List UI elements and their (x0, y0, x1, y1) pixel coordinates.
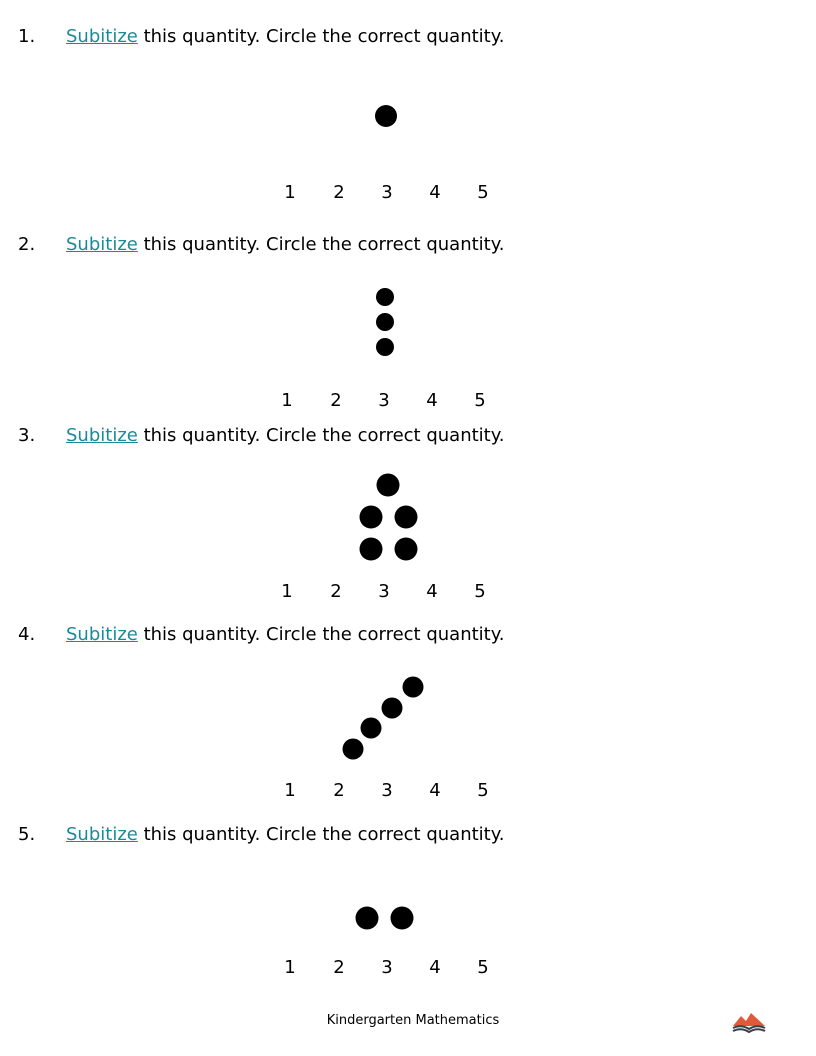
answer-choice-1[interactable]: 1 (284, 182, 296, 203)
dot-group-4 (0, 624, 816, 824)
question-number: 4. (18, 624, 36, 645)
answer-choice-3[interactable]: 3 (378, 581, 390, 602)
dot (356, 907, 379, 930)
subitize-link[interactable]: Subitize (66, 824, 138, 845)
book-mountain-logo-icon (731, 1008, 767, 1036)
answer-choice-5[interactable]: 5 (477, 182, 489, 203)
dot (376, 288, 394, 306)
subitize-link[interactable]: Subitize (66, 425, 138, 446)
instruction-text: this quantity. Circle the correct quantity. (137, 425, 505, 446)
answer-choice-4[interactable]: 4 (426, 581, 438, 602)
answer-choice-3[interactable]: 3 (378, 390, 390, 411)
answer-choice-1[interactable]: 1 (281, 581, 293, 602)
dot-group-5 (0, 824, 816, 1024)
answer-choice-3[interactable]: 3 (381, 957, 393, 978)
dot (391, 907, 414, 930)
dot (360, 538, 383, 561)
answer-choice-2[interactable]: 2 (333, 957, 345, 978)
instruction-text: this quantity. Circle the correct quantity. (137, 234, 505, 255)
answer-choice-4[interactable]: 4 (429, 780, 441, 801)
subitize-link[interactable]: Subitize (66, 234, 138, 255)
answer-choice-4[interactable]: 4 (429, 182, 441, 203)
subitize-link[interactable]: Subitize (66, 26, 138, 47)
subitize-link[interactable]: Subitize (66, 624, 138, 645)
dot-group-3 (0, 425, 816, 625)
instruction-text: this quantity. Circle the correct quantity. (137, 26, 505, 47)
dot (377, 474, 400, 497)
question-number: 5. (18, 824, 36, 845)
answer-choice-5[interactable]: 5 (474, 390, 486, 411)
dot (361, 718, 382, 739)
answer-choice-3[interactable]: 3 (381, 780, 393, 801)
answer-choice-1[interactable]: 1 (284, 957, 296, 978)
dot (382, 698, 403, 719)
dot-group-1 (0, 26, 816, 226)
answer-choice-5[interactable]: 5 (477, 780, 489, 801)
answer-choice-2[interactable]: 2 (333, 780, 345, 801)
dot (395, 506, 418, 529)
dot (376, 338, 394, 356)
answer-choice-2[interactable]: 2 (333, 182, 345, 203)
dot-group-2 (0, 234, 816, 434)
answer-choice-4[interactable]: 4 (429, 957, 441, 978)
dot (343, 739, 364, 760)
answer-choice-5[interactable]: 5 (474, 581, 486, 602)
answer-choice-3[interactable]: 3 (381, 182, 393, 203)
question-number: 3. (18, 425, 36, 446)
dot (403, 677, 424, 698)
answer-choice-1[interactable]: 1 (281, 390, 293, 411)
instruction-text: this quantity. Circle the correct quantity. (137, 624, 505, 645)
instruction-text: this quantity. Circle the correct quantity. (137, 824, 505, 845)
dot (360, 506, 383, 529)
question-number: 1. (18, 26, 36, 47)
page-footer: Kindergarten Mathematics (326, 1013, 500, 1028)
dot (375, 105, 397, 127)
answer-choice-1[interactable]: 1 (284, 780, 296, 801)
answer-choice-4[interactable]: 4 (426, 390, 438, 411)
dot (395, 538, 418, 561)
answer-choice-2[interactable]: 2 (330, 581, 342, 602)
answer-choice-2[interactable]: 2 (330, 390, 342, 411)
question-number: 2. (18, 234, 36, 255)
answer-choice-5[interactable]: 5 (477, 957, 489, 978)
dot (376, 313, 394, 331)
